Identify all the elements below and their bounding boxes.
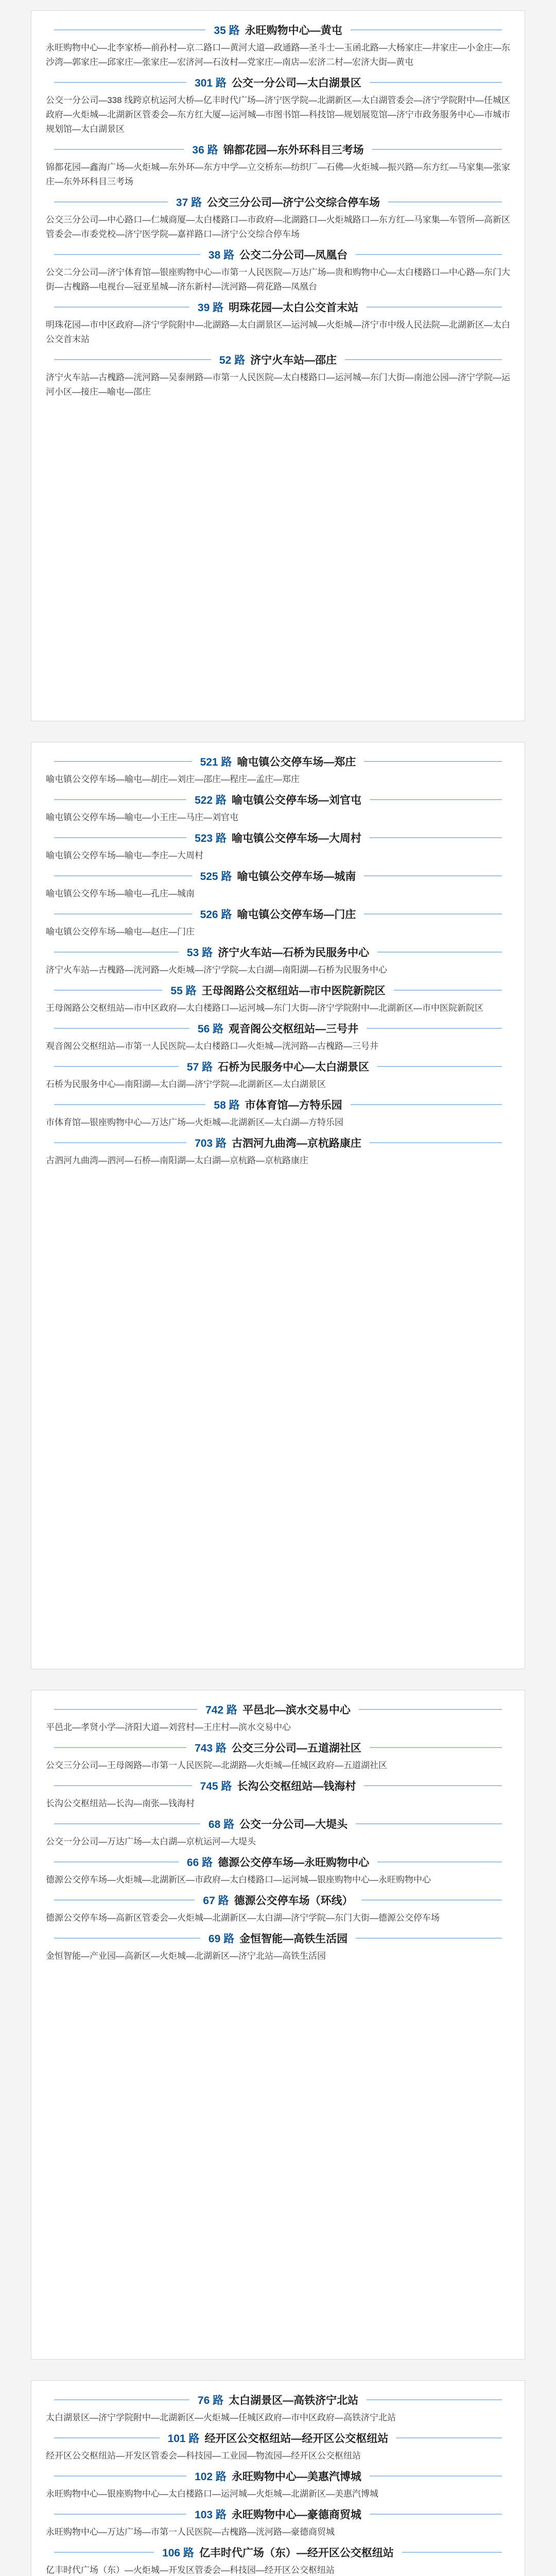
route-card: [46, 906, 510, 939]
route-name: 济宁火车站—石桥为民服务中心: [218, 947, 370, 959]
route-stops: 喻屯镇公交停车场—喻屯—孔庄—城南: [46, 889, 195, 899]
route-name: 古泗河九曲湾—京杭路康庄: [231, 1138, 361, 1149]
route-name: 喻屯镇公交停车场—城南: [237, 871, 356, 883]
route-number: 522 路: [195, 794, 227, 806]
route-name: 观音阁公交枢纽站—三号井: [229, 1023, 359, 1035]
route-card: [46, 1740, 510, 1773]
route-card: [46, 830, 510, 863]
route-name: 公交一分公司—太白湖景区: [231, 77, 361, 89]
route-card: [46, 75, 510, 137]
route-number: 76 路: [197, 2395, 224, 2406]
route-number: 66 路: [186, 1857, 213, 1869]
route-name: 永旺购物中心—黄屯: [245, 25, 342, 37]
route-number: 52 路: [219, 354, 246, 366]
route-card: [46, 868, 510, 901]
route-stops: 古泗河九曲湾—泗河—石桥—南阳湖—太白湖—京杭路—京杭路康庄: [46, 1156, 308, 1165]
route-title: [46, 194, 510, 210]
route-stops: 永旺购物中心—北李家桥—前孙村—京二路口—黄河大道—政通路—圣斗士—玉函北路—大杨家庄—井家庄—小金庄—东沙湾—郭家庄—邱家庄—张家庄—宏济河—石汝村—党家庄—南店—宏济二村—宏济大街—黄屯: [46, 43, 510, 67]
route-panel-1: [31, 10, 525, 721]
route-stops: 喻屯镇公交停车场—喻屯—小王庄—马庄—刘官屯: [46, 812, 238, 822]
route-stops: 济宁火车站—古槐路—洸河路—火炬城—济宁学院—太白湖—南阳湖—石桥为民服务中心: [46, 965, 387, 975]
route-stops: 德源公交停车场—高新区管委会—火炬城—北湖新区—太白湖—济宁学院—东门大街—德源公交停车场: [46, 1913, 440, 1923]
route-number: 526 路: [200, 909, 232, 921]
route-name: 明珠花园—太白公交首末站: [229, 302, 359, 314]
route-stops: 亿丰时代广场（东）—火炬城—开发区管委会—科技园—经开区公交枢纽站: [46, 2565, 335, 2575]
route-name: 平邑北—滨水交易中心: [242, 1704, 351, 1716]
route-title: [46, 1892, 510, 1908]
route-name: 喻屯镇公交停车场—大周村: [231, 833, 361, 844]
route-stops: 喻屯镇公交停车场—喻屯—胡庄—刘庄—邵庄—程庄—孟庄—郑庄: [46, 774, 300, 784]
route-title: [46, 906, 510, 922]
route-stops: 济宁火车站—古槐路—洸河路—吴泰闸路—市第一人民医院—太白楼路口—运河城—东门大街—南池公园—济宁学院—运河小区—接庄—喻屯—邵庄: [46, 372, 510, 397]
route-name: 喻屯镇公交停车场—刘官屯: [231, 794, 361, 806]
route-stops: 喻屯镇公交停车场—喻屯—赵庄—门庄: [46, 927, 195, 937]
route-card: [46, 247, 510, 294]
route-title: [46, 2430, 510, 2446]
route-stops: 公交二分公司—济宁体育馆—银座购物中心—市第一人民医院—万达广场—贵和购物中心—太白楼路口—中心路—东门大街—古槐路—电视台—冠亚星城—济东新村—洸河路—荷花路—凤凰台: [46, 267, 510, 292]
route-name: 太白湖景区—高铁济宁北站: [229, 2395, 359, 2406]
route-title: [46, 2545, 510, 2560]
route-card: [46, 352, 510, 399]
route-name: 喻屯镇公交停车场—门庄: [237, 909, 356, 921]
route-title: [46, 1135, 510, 1150]
route-number: 36 路: [192, 144, 218, 156]
route-card: [46, 2468, 510, 2501]
route-card: [46, 1059, 510, 1092]
route-number: 742 路: [205, 1704, 237, 1716]
route-name: 公交二分公司—凤凰台: [239, 249, 348, 261]
route-number: 57 路: [186, 1061, 213, 1073]
route-number: 103 路: [195, 2509, 227, 2521]
route-name: 石桥为民服务中心—太白湖景区: [218, 1061, 370, 1073]
route-title: [46, 1097, 510, 1112]
route-stops: 太白湖景区—济宁学院附中—北湖新区—火炬城—任城区政府—市中区政府—高铁济宁北站: [46, 2413, 396, 2422]
route-title: [46, 2468, 510, 2484]
route-title: [46, 22, 510, 38]
route-title: [46, 1059, 510, 1074]
route-stops: 公交三分公司—王母阁路—市第一人民医院—北湖路—火炬城—任城区政府—五道湖社区: [46, 1760, 387, 1770]
route-name: 济宁火车站—邵庄: [250, 354, 337, 366]
route-stops: 经开区公交枢纽站—开发区管委会—科技园—工业园—物流园—经开区公交枢纽站: [46, 2451, 361, 2461]
route-stops: 平邑北—孝贤小学—济阳大道—刘营村—王庄村—滨水交易中心: [46, 1722, 291, 1732]
route-name: 永旺购物中心—美惠汽博城: [231, 2471, 361, 2483]
route-title: [46, 75, 510, 90]
route-stops: 石桥为民服务中心—南阳湖—太白湖—济宁学院—北湖新区—太白湖景区: [46, 1079, 326, 1089]
route-number: 55 路: [170, 985, 197, 997]
route-name: 长沟公交枢纽站—钱海村: [237, 1781, 356, 1792]
route-title: [46, 142, 510, 157]
route-card: [46, 944, 510, 977]
route-number: 523 路: [195, 833, 227, 844]
route-name: 金恒智能—高铁生活园: [239, 1933, 348, 1945]
route-stops: 金恒智能—产业园—高新区—火炬城—北湖新区—济宁北站—高铁生活园: [46, 1951, 326, 1961]
route-stops: 喻屯镇公交停车场—喻屯—李庄—大周村: [46, 851, 203, 860]
route-name: 喻屯镇公交停车场—郑庄: [237, 756, 356, 768]
route-card: [46, 754, 510, 787]
route-stops: 明珠花园—市中区政府—济宁学院附中—北湖路—太白湖景区—运河城—火炬城—济宁市中级人民法院—北湖新区—太白公交首末站: [46, 320, 510, 344]
route-name: 王母阁路公交枢纽站—市中医院新院区: [201, 985, 386, 997]
route-name: 经开区公交枢纽站—经开区公交枢纽站: [204, 2433, 389, 2445]
route-number: 525 路: [200, 871, 232, 883]
route-card: [46, 792, 510, 825]
route-name: 锦都花园—东外环科目三考场: [223, 144, 364, 156]
route-number: 521 路: [200, 756, 232, 768]
route-number: 745 路: [200, 1781, 232, 1792]
route-card: [46, 982, 510, 1015]
route-name: 德源公交停车场（环线）: [234, 1895, 353, 1907]
route-number: 53 路: [186, 947, 213, 959]
route-number: 69 路: [208, 1933, 235, 1945]
route-card: [46, 1135, 510, 1168]
route-number: 68 路: [208, 1819, 235, 1831]
route-card: [46, 1816, 510, 1849]
route-stops: 德源公交停车场—火炬城—北湖新区—市政府—太白楼路口—运河城—银座购物中心—永旺购物中心: [46, 1875, 431, 1885]
route-card: [46, 2506, 510, 2539]
route-title: [46, 1854, 510, 1870]
route-number: 743 路: [195, 1742, 227, 1754]
route-stops: 永旺购物中心—万达广场—市第一人民医院—古槐路—洸河路—豪德商贸城: [46, 2527, 335, 2537]
route-number: 67 路: [203, 1895, 229, 1907]
route-card: [46, 142, 510, 189]
route-stops: 公交一分公司—万达广场—太白湖—京杭运河—大堤头: [46, 1837, 256, 1846]
route-title: [46, 1816, 510, 1832]
route-number: 56 路: [197, 1023, 224, 1035]
route-name: 公交一分公司—大堤头: [239, 1819, 348, 1831]
route-number: 703 路: [195, 1138, 227, 1149]
route-title: [46, 792, 510, 807]
route-card: [46, 1930, 510, 1963]
route-name: 永旺购物中心—豪德商贸城: [231, 2509, 361, 2521]
route-number: 37 路: [176, 197, 202, 209]
route-card: [46, 194, 510, 242]
route-panel-3: [31, 1690, 525, 2360]
route-card: [46, 1097, 510, 1130]
route-name: 市体育馆—方特乐园: [245, 1099, 342, 1111]
route-title: [46, 1930, 510, 1946]
route-title: [46, 754, 510, 769]
route-card: [46, 1778, 510, 1811]
route-title: [46, 299, 510, 315]
route-title: [46, 1778, 510, 1793]
route-title: [46, 982, 510, 998]
route-title: [46, 944, 510, 960]
route-number: 39 路: [197, 302, 224, 314]
route-number: 106 路: [162, 2547, 194, 2559]
route-card: [46, 1702, 510, 1735]
route-title: [46, 868, 510, 884]
route-card: [46, 2545, 510, 2576]
route-name: 德源公交停车场—永旺购物中心: [218, 1857, 370, 1869]
route-stops: 公交一分公司—338 线跨京杭运河大桥—亿丰时代广场—济宁医学院—北湖新区—太白湖管委会—济宁学院附中—任城区政府—火炬城—北湖新区管委会—东方红大厦—运河城—市图书馆—科技馆—规划展览馆—济宁市政务服务中心—市城市规划馆—太白湖景区: [46, 95, 510, 134]
route-card: [46, 1854, 510, 1887]
route-title: [46, 247, 510, 262]
route-title: [46, 1702, 510, 1717]
route-card: [46, 1021, 510, 1054]
route-stops: 市体育馆—银座购物中心—万达广场—火炬城—北湖新区—太白湖—方特乐园: [46, 1117, 343, 1127]
route-title: [46, 1021, 510, 1036]
route-stops: 王母阁路公交枢纽站—市中区政府—太白楼路口—运河城—东门大街—济宁学院附中—北湖新区—市中医院新院区: [46, 1003, 483, 1013]
route-number: 102 路: [195, 2471, 227, 2483]
route-name: 亿丰时代广场（东）—经开区公交枢纽站: [199, 2547, 394, 2559]
route-title: [46, 2506, 510, 2522]
route-panel-2: [31, 742, 525, 1669]
route-name: 公交三分公司—五道湖社区: [231, 1742, 361, 1754]
route-title: [46, 830, 510, 845]
route-title: [46, 2392, 510, 2408]
route-stops: 观音阁公交枢纽站—市第一人民医院—太白楼路口—火炬城—洸河路—古槐路—三号井: [46, 1041, 378, 1051]
route-stops: 永旺购物中心—银座购物中心—太白楼路口—运河城—火炬城—北湖新区—美惠汽博城: [46, 2489, 378, 2499]
route-number: 35 路: [214, 25, 240, 37]
route-title: [46, 1740, 510, 1755]
route-number: 101 路: [167, 2433, 200, 2445]
route-stops: 公交三分公司—中心路口—仁城商厦—太白楼路口—市政府—北湖路口—火炬城路口—东方红—马家集—车管所—高新区管委会—市委党校—济宁医学院—嘉祥路口—济宁公交综合停车场: [46, 215, 510, 239]
route-card: [46, 299, 510, 347]
route-number: 301 路: [195, 77, 227, 89]
route-stops: 长沟公交枢纽站—长沟—南张—钱海村: [46, 1799, 195, 1808]
route-title: [46, 352, 510, 367]
route-name: 公交三分公司—济宁公交综合停车场: [207, 197, 380, 209]
route-card: [46, 2430, 510, 2463]
route-card: [46, 1892, 510, 1925]
route-stops: 锦都花园—鑫海广场—火炬城—东外环—东方中学—立交桥东—纺织厂—石佛—火炬城—振兴路—东方红—马家集—张家庄—东外环科目三考场: [46, 162, 510, 187]
route-number: 38 路: [208, 249, 235, 261]
route-card: [46, 22, 510, 70]
route-number: 58 路: [214, 1099, 240, 1111]
route-panel-4: [31, 2380, 525, 2576]
route-card: [46, 2392, 510, 2425]
